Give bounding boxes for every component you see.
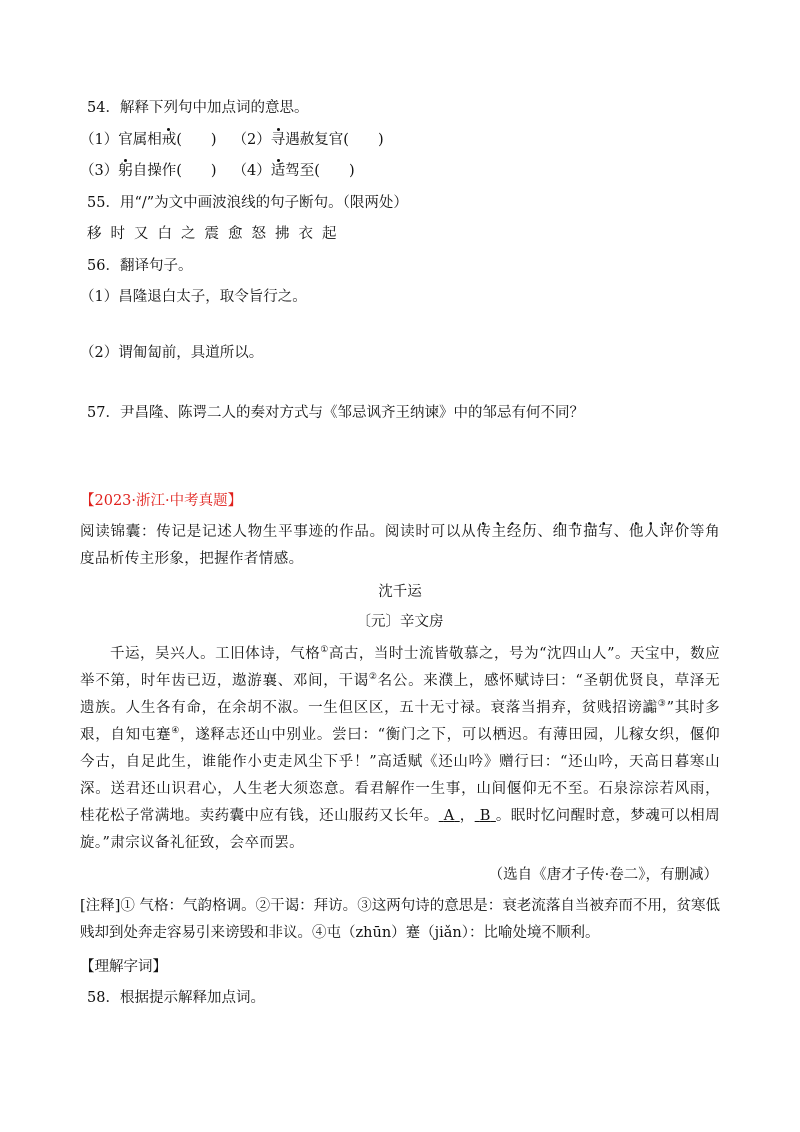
dotted-word: 寻 (270, 132, 286, 148)
article-title: 沈千运 (378, 584, 422, 600)
annotations: [注释]① 气格：气韵格调。②干谒：拜访。③这两句诗的意思是：衰老流落自当被弃而不用，贫寒低贱却到处奔走容易引来谤毁和非议。④屯（zhūn）蹇（jiǎn）：比喻处境不顺利。 (80, 898, 720, 941)
article-source: （选自《唐才子传·卷二》，有删减） (488, 867, 718, 883)
q54-row-1: （1）官属相戒( ) （2）寻遇赦复官( ) (80, 132, 384, 148)
q56-sentence-1: （1）昌隆退白太子，取令旨行之。 (80, 289, 307, 305)
article-author: 〔元〕辛文房 (356, 614, 444, 630)
q56-sentence-2: （2）谓匍匐前，具道所以。 (80, 345, 264, 361)
q56-title: 56．翻译句子。 (87, 258, 193, 274)
q54-row-2: （3）躬自操作( ) （4）适驾至( ) (80, 163, 355, 179)
sub-heading: 【理解字词】 (80, 959, 167, 975)
q57-title: 57．尹昌隆、陈谔二人的奏对方式与《邹忌讽齐王纳谏》中的邹忌有何不同？ (87, 405, 584, 421)
dotted-phrase: 细节描写 (553, 521, 614, 540)
source-tag: 【2023·浙江·中考真题】 (80, 493, 243, 509)
blank-b: B (479, 808, 491, 824)
dotted-word: 躬 (118, 163, 133, 179)
dotted-phrase: 他人评价 (629, 521, 690, 540)
blank-a: A (443, 808, 455, 824)
q54-title: 54．解释下列句中加点词的意思。 (87, 100, 309, 116)
dotted-word: 戒 (161, 132, 177, 148)
q55-sentence: 移时又白之震愈怒拂衣起 (87, 226, 346, 242)
dotted-word: 适 (270, 163, 286, 179)
dotted-phrase: 传主经历 (476, 521, 537, 540)
reading-guide: 阅读锦囊：传记是记述人物生平事迹的作品。阅读时可以从传主经历、细节描写、他人评价等角度品析传主形象，把握作者情感。 (80, 519, 720, 573)
q58-title: 58．根据提示解释加点词。 (87, 990, 265, 1006)
q55-title: 55．用“/”为文中画波浪线的句子断句。（限两处） (87, 195, 408, 211)
article-body: 千运，吴兴人。工旧体诗，气格①高古，当时士流皆敬慕之，号为“沈四山人”。天宝中，数应举不第，时年齿已迈，遨游襄、邓间，干谒②名公。来濮上，感怀赋诗曰：“圣朝优贤良，草泽无遗族。人生各有命，在余胡不淑。一生但区区，五十无寸禄。衰落当捐弃，贫贱招谤讟③”其时多艰，自知屯蹇④，遂释志还山中别业。尝曰：“衡门之下，可以栖迟。有薄田园，儿稼女织，偃仰今古，自足此生，谁能作小吏走风尘下乎！”高适赋《还山吟》赠行曰：“还山吟，天高日暮寒山深。送君还山识君心，人生老大须恣意。看君解作一生事，山间偃仰无不至。石泉淙淙若风雨，桂花松子常满地。卖药囊中应有钱，还山服药又长年。 A ， B 。眠时忆问醒时意，梦魂可以相周旋。”肃宗议备礼征致，会卒而罢。 (80, 645, 721, 851)
